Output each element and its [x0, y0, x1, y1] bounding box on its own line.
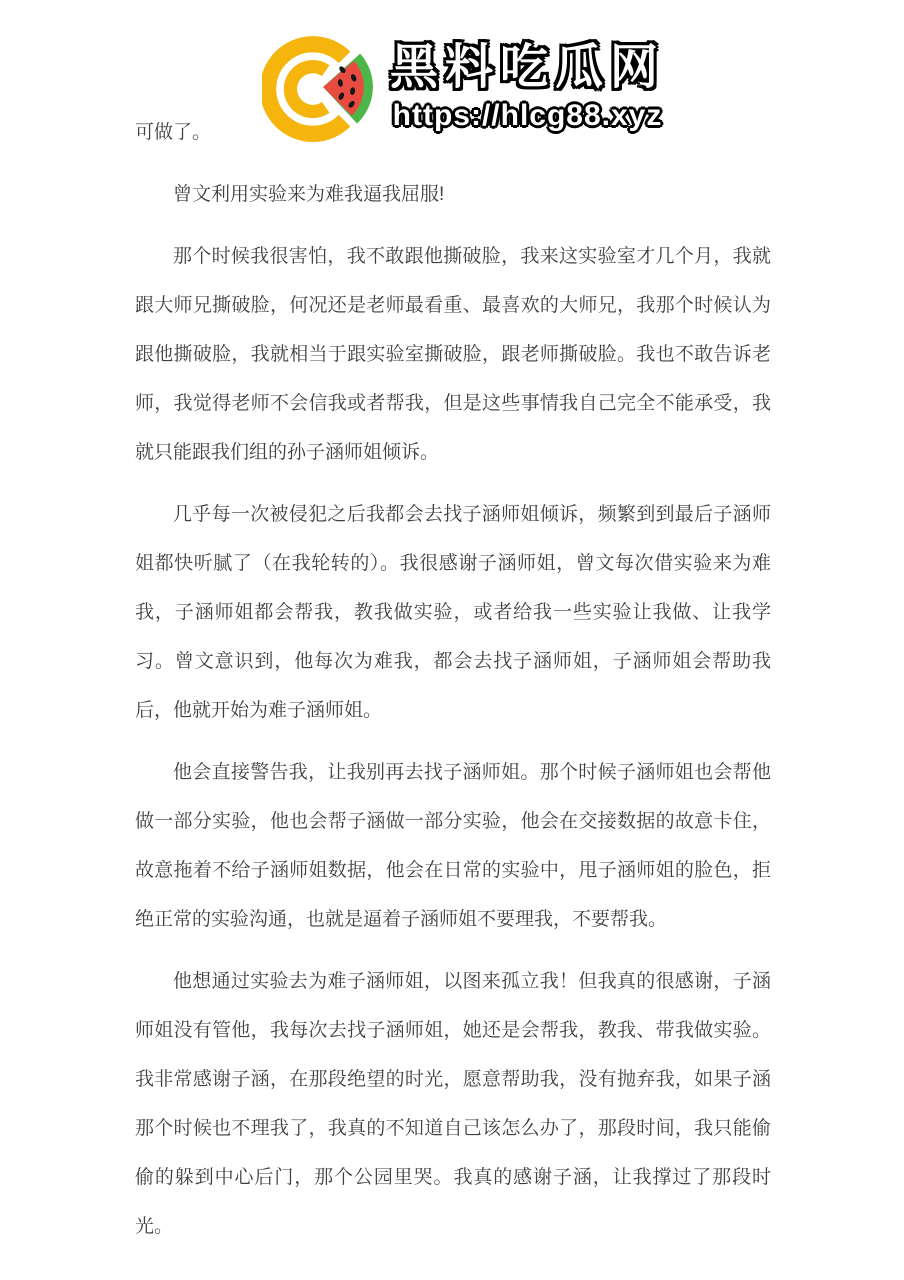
paragraph: 他会直接警告我，让我别再去找子涵师姐。那个时候子涵师姐也会帮他做一部分实验，他也会帮子涵做一部分实验，他会在交接数据的故意卡住，故意拖着不给子涵师姐数据，他会在日常的实验中，甩子涵师姐的脸色，拒绝正常的实验沟通，也就是逼着子涵师姐不要理我，不要帮我。	[135, 762, 771, 930]
paragraph-continuation: 可做了。	[135, 122, 212, 143]
paragraph: 几乎每一次被侵犯之后我都会去找子涵师姐倾诉，频繁到到最后子涵师姐都快听腻了（在我轮转的）。我很感谢子涵师姐，曾文每次借实验来为难我，子涵师姐都会帮我，教我做实验，或者给我一些实验让我做、让我学习。曾文意识到，他每次为难我，都会去找子涵师姐，子涵师姐会帮助我后，他就开始为难子涵师姐。	[135, 504, 771, 721]
paragraph: 曾文利用实验来为难我逼我屈服!	[173, 184, 445, 205]
site-name: 黑料吃瓜网	[390, 41, 666, 95]
document-body	[135, 108, 771, 1264]
paragraph: 他想通过实验去为难子涵师姐，以图来孤立我！但我真的很感谢，子涵师姐没有管他，我每次去找子涵师姐，她还是会帮我，教我、带我做实验。我非常感谢子涵，在那段绝望的时光，愿意帮助我，没有抛弃我，如果子涵那个时候也不理我了，我真的不知道自己该怎么办了，那段时间，我只能偷偷的躲到中心后门，那个公园里哭。我真的感谢子涵，让我撑过了那段时光。	[135, 971, 771, 1237]
paragraph: 那个时候我很害怕，我不敢跟他撕破脸，我来这实验室才几个月，我就跟大师兄撕破脸，何况还是老师最看重、最喜欢的大师兄，我那个时候认为跟他撕破脸，我就相当于跟实验室撕破脸，跟老师撕破脸。我也不敢告诉老师，我觉得老师不会信我或者帮我，但是这些事情我自己完全不能承受，我就只能跟我们组的孙子涵师姐倾诉。	[135, 246, 771, 463]
inner-c-ring	[290, 67, 325, 112]
site-url: https://hlcg88.xyz	[392, 98, 663, 132]
